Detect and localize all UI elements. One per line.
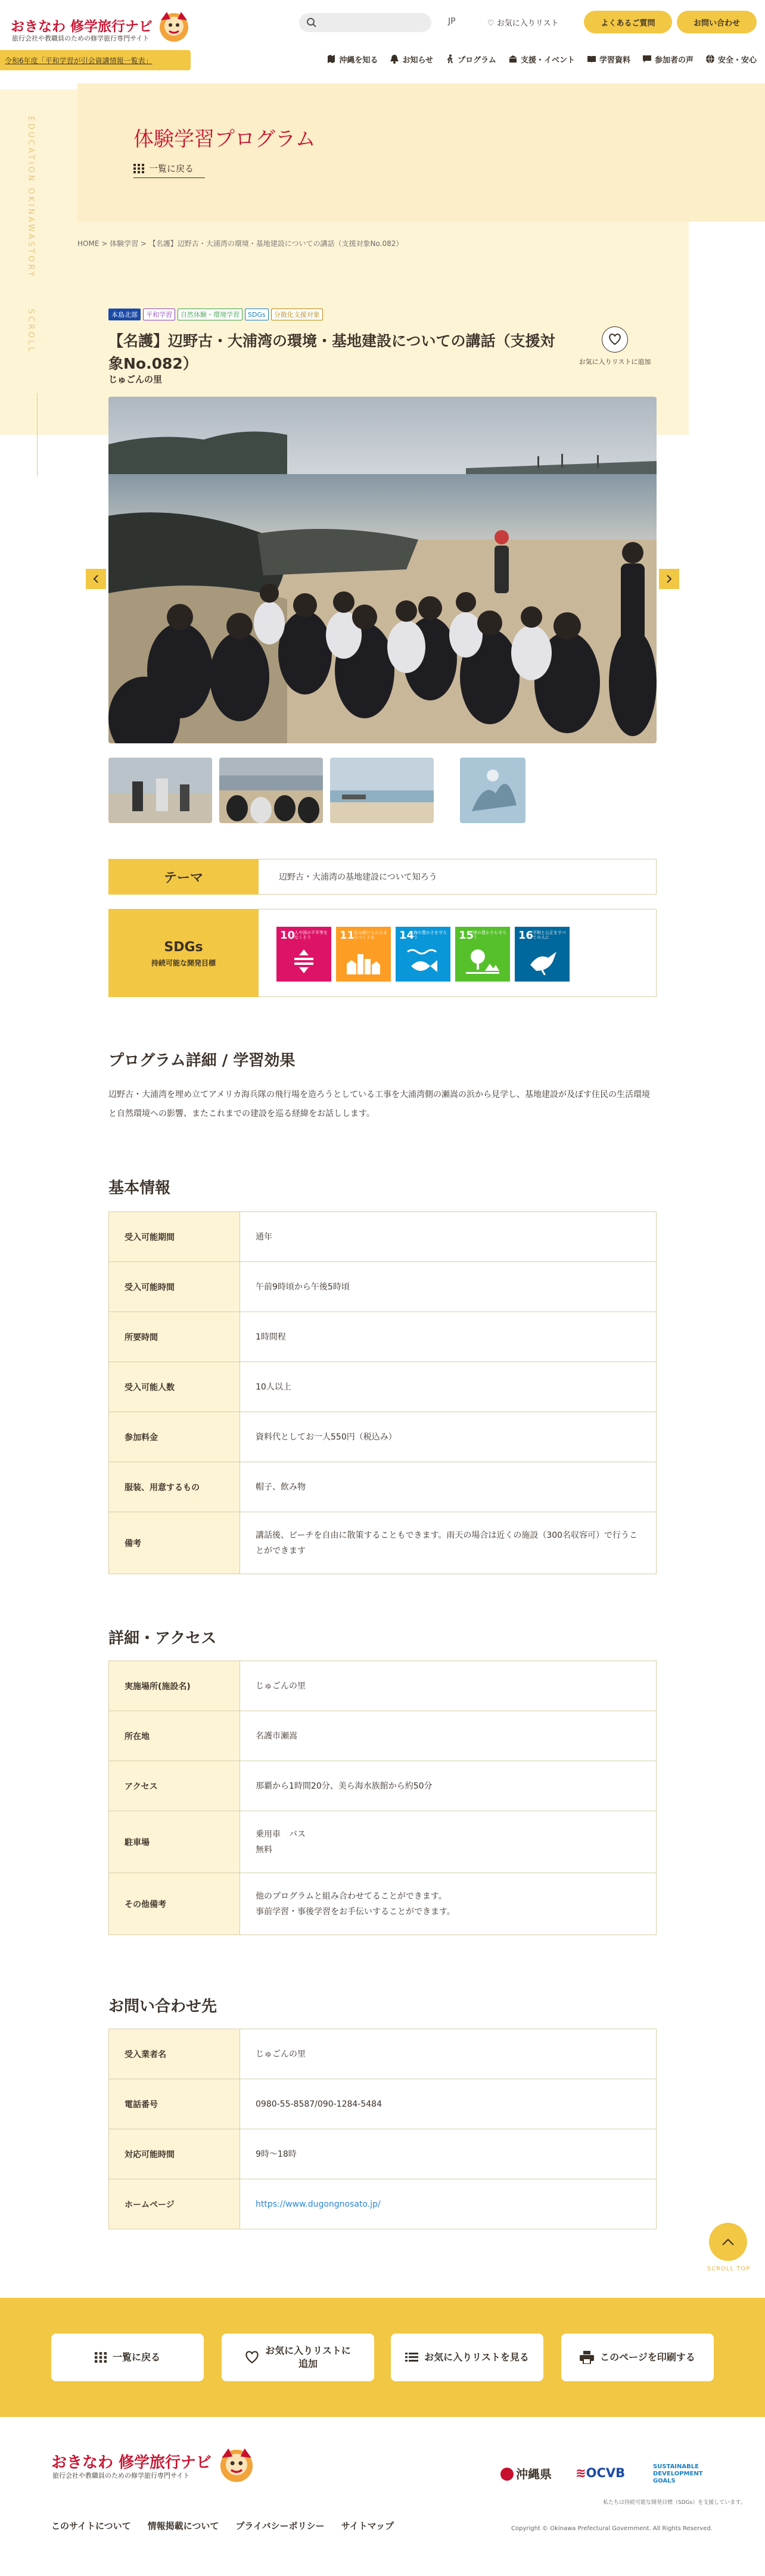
page-title: 体験学習プログラム	[133, 127, 316, 151]
nav-item-label: 沖縄を知る	[339, 55, 378, 65]
sdg-number: 15	[459, 929, 474, 942]
list-icon	[405, 2352, 418, 2363]
table-key: 服装、用意するもの	[109, 1462, 240, 1512]
sdg-goal-11	[336, 927, 391, 982]
table-value: 9時〜18時	[240, 2129, 657, 2179]
sdg-goal-16	[515, 927, 570, 982]
table-key: 参加料金	[109, 1412, 240, 1462]
chevron-right-icon	[666, 574, 673, 584]
table-value: 他のプログラムと組み合わせてることができます。 事前学習・事後学習をお手伝いすることができます。	[240, 1873, 657, 1935]
table-row	[109, 1362, 657, 1412]
ocvb-logo-text: OCVB	[586, 2466, 626, 2480]
table-row	[109, 1262, 657, 1312]
dove-icon	[524, 947, 560, 977]
tag-support: 分散化支援対象	[271, 309, 323, 320]
search-input[interactable]	[299, 13, 431, 32]
faq-button[interactable]: よくあるご質問	[584, 11, 672, 33]
equality-icon	[290, 947, 318, 976]
chat-icon	[642, 54, 652, 64]
table-row	[109, 2079, 657, 2129]
scroll-top-label: SCROLL TOP	[707, 2266, 751, 2272]
thumbnail-image	[330, 758, 434, 823]
table-value: じゅごんの里	[240, 2029, 657, 2079]
pref-logo-text: 沖縄県	[516, 2467, 552, 2481]
thumbnail-image	[460, 758, 525, 823]
homepage-link[interactable]: https://www.dugongnosato.jp/	[256, 2199, 381, 2209]
back-to-list-link[interactable]	[133, 162, 194, 176]
heart-icon	[608, 334, 621, 345]
footer-logo-subtitle: 旅行会社や教職員のための修学旅行専門サイト	[52, 2472, 190, 2480]
table-value: じゅごんの里	[240, 1661, 657, 1711]
inquiry-section-title: お問い合わせ先	[108, 1998, 217, 2016]
program-provider: じゅごんの里	[108, 374, 163, 385]
contact-button[interactable]: お問い合わせ	[677, 11, 757, 33]
ocvb-logo[interactable]: ≋OCVB	[576, 2466, 626, 2480]
sdg-goal-14	[396, 927, 450, 982]
nav-item-support-events[interactable]	[502, 50, 581, 68]
table-row	[109, 1711, 657, 1761]
sdg-number: 10	[280, 929, 296, 942]
okinawa-pref-logo[interactable]	[500, 2465, 552, 2482]
sdg-goal-10	[276, 927, 331, 982]
search-icon	[306, 17, 317, 28]
table-row	[109, 2029, 657, 2079]
table-key: 対応可能時間	[109, 2129, 240, 2179]
main-photo	[108, 397, 657, 743]
nav-item-label: 学習資料	[599, 55, 630, 65]
add-favorite-label[interactable]: お気に入りリストに追加	[579, 358, 651, 366]
table-key: 受入可能時間	[109, 1262, 240, 1312]
table-value: 10人以上	[240, 1362, 657, 1412]
favorites-link[interactable]: ♡ お気に入りリスト	[487, 19, 559, 28]
nav-item-know-okinawa[interactable]	[321, 50, 384, 68]
table-value: 講話後、ビーチを自由に散策することもできます。雨天の場合は近くの施設（300名収容可）で行うことができます	[240, 1512, 657, 1574]
button-label: お気に入りリストに 追加	[265, 2345, 351, 2369]
table-row	[109, 1661, 657, 1711]
nav-item-voices[interactable]	[636, 50, 699, 68]
sdg-number: 16	[518, 929, 534, 942]
footer-link-sitemap[interactable]: サイトマップ	[341, 2521, 394, 2531]
side-vertical-text	[25, 116, 36, 354]
table-value: 午前9時頃から午後5時頃	[240, 1262, 657, 1312]
table-row	[109, 1462, 657, 1512]
breadcrumb[interactable]: HOME > 体験学習 > 【名護】辺野古・大浦湾の環境・基地建設についての講話（支援対象No.082）	[77, 239, 403, 248]
sdg-goal-15	[455, 927, 510, 982]
table-row	[109, 2179, 657, 2229]
side-scroll-line	[37, 393, 38, 476]
side-vertical-text-2: SCROLL	[26, 309, 35, 354]
walk-icon	[445, 54, 455, 64]
sdg-text: 海の豊かさを守ろう	[413, 930, 447, 940]
tag-list	[108, 309, 323, 320]
add-favorite-button[interactable]	[602, 326, 628, 353]
nav-item-label: お知らせ	[402, 55, 434, 65]
footer-links	[51, 2519, 394, 2532]
footer-logo-title[interactable]: おきなわ 修学旅行ナビ	[51, 2454, 212, 2472]
thumbnail-4[interactable]	[460, 758, 525, 823]
tag-region: 本島北部	[108, 309, 141, 320]
add-favorite-footer-button[interactable]	[222, 2334, 374, 2381]
globe-icon	[705, 54, 715, 64]
scroll-top-button[interactable]	[709, 2223, 747, 2261]
table-value: 0980-55-8587/090-1284-5484	[240, 2079, 657, 2129]
tree-icon	[465, 947, 500, 977]
inquiry-table	[108, 2029, 657, 2229]
sdg-text: 人や国の不平等をなくそう	[294, 930, 328, 940]
table-key: アクセス	[109, 1761, 240, 1811]
sdg-text: 陸の豊かさも守ろう	[473, 930, 506, 940]
footer-link-about[interactable]: このサイトについて	[51, 2521, 131, 2531]
building-icon	[508, 54, 518, 64]
table-key: 電話番号	[109, 2079, 240, 2129]
table-row	[109, 1761, 657, 1811]
grid-icon	[133, 164, 144, 176]
grid-icon	[95, 2352, 107, 2363]
back-to-list-button[interactable]	[51, 2334, 204, 2381]
beach-photo-image	[108, 397, 657, 743]
next-slide-button[interactable]	[659, 569, 679, 589]
nav-item-label: 支援・イベント	[520, 55, 575, 65]
table-value: 通年	[240, 1212, 657, 1262]
table-key: 実施場所(施設名)	[109, 1661, 240, 1711]
table-key: 備考	[109, 1512, 240, 1574]
pref-emblem-icon	[500, 2468, 514, 2481]
table-value: 名護市瀬嵩	[240, 1711, 657, 1761]
prev-slide-button[interactable]	[86, 569, 106, 589]
table-value: 1時間程	[240, 1312, 657, 1362]
nav-item-label: 参加者の声	[654, 55, 694, 65]
nav-item-label: プログラム	[458, 55, 496, 65]
basic-info-table	[108, 1211, 657, 1574]
language-switch[interactable]: JP	[448, 17, 456, 26]
sdgs-support-note: 私たちは持続可能な開発目標（SDGs）を支援しています。	[603, 2500, 746, 2506]
thumbnail-3[interactable]	[330, 758, 434, 823]
detail-text: 辺野古・大浦湾を埋め立てアメリカ海兵隊の飛行場を造ろうとしている工事を大浦湾側の瀬嵩の浜から見学し、基地建設が及ぼす住民の生活環境と自然環境への影響、またこれまでの建設を巡る経緯をお話しします。	[108, 1090, 651, 1119]
detail-section-title: プログラム詳細 / 学習効果	[108, 1052, 296, 1070]
mascot-logo-icon	[156, 8, 192, 45]
site-logo-title[interactable]: おきなわ 修学旅行ナビ	[11, 19, 153, 35]
side-vertical-text-1: EDUCATION OKINAWASTORY	[26, 116, 35, 279]
nav-item-label: 安全・安心	[717, 55, 757, 65]
table-key: 受入可能人数	[109, 1362, 240, 1412]
bell-icon	[390, 54, 399, 64]
book-icon	[587, 54, 596, 64]
tag-sdgs: SDGs	[245, 309, 269, 320]
footer-link-listing[interactable]: 情報掲載について	[147, 2521, 219, 2531]
print-page-button[interactable]	[561, 2334, 714, 2381]
chevron-left-icon	[92, 574, 99, 584]
global-nav	[226, 50, 763, 68]
sdgs-subtitle: 持続可能な開発目標	[151, 959, 216, 967]
table-value	[240, 2179, 657, 2229]
map-icon	[326, 54, 336, 64]
table-key: 所要時間	[109, 1312, 240, 1362]
button-label: お気に入りリストを見る	[424, 2351, 529, 2363]
table-key: ホームページ	[109, 2179, 240, 2229]
table-key: 受入可能期間	[109, 1212, 240, 1262]
sdg-text: 住み続けられるまちづくりを	[354, 930, 387, 940]
city-icon	[346, 948, 381, 976]
footer-link-privacy[interactable]: プライバシーポリシー	[235, 2521, 325, 2531]
side-panel	[0, 89, 77, 435]
heart-icon	[245, 2351, 259, 2364]
nav-item-materials[interactable]	[581, 50, 636, 68]
favorites-link-label: お気に入りリスト	[496, 19, 559, 28]
table-row	[109, 1312, 657, 1362]
sdg-number: 14	[399, 929, 415, 942]
thumbnail-image	[108, 758, 212, 823]
table-row	[109, 1212, 657, 1262]
thumbnail-2[interactable]	[219, 758, 323, 823]
sdgs-logo: SUSTAINABLE DEVELOPMENT GOALS	[653, 2463, 703, 2484]
sdgs-title: SDGs	[164, 940, 203, 955]
chevron-up-icon	[722, 2238, 735, 2246]
basic-info-title: 基本情報	[108, 1179, 171, 1197]
hero-banner	[77, 83, 765, 222]
nav-item-news[interactable]	[384, 50, 439, 68]
table-value: 那覇から1時間20分、美ら海水族館から約50分	[240, 1761, 657, 1811]
view-favorites-button[interactable]	[391, 2334, 543, 2381]
tag-peace: 平和学習	[143, 309, 175, 320]
thumbnail-1[interactable]	[108, 758, 212, 823]
nav-item-safety[interactable]	[699, 50, 763, 68]
thumbnail-image	[219, 758, 323, 823]
mascot-logo-icon	[216, 2444, 257, 2486]
table-key: 駐車場	[109, 1811, 240, 1873]
table-key: 受入業者名	[109, 2029, 240, 2079]
table-key: その他備考	[109, 1873, 240, 1935]
table-row	[109, 2129, 657, 2179]
back-to-list-label: 一覧に戻る	[149, 163, 194, 174]
table-value: 乗用車 バス 無料	[240, 1811, 657, 1873]
button-label: 一覧に戻る	[112, 2351, 160, 2363]
table-row	[109, 1412, 657, 1462]
button-label: このページを印刷する	[600, 2351, 695, 2363]
program-title: 【名護】辺野古・大浦湾の環境・基地建設についての講話（支援対象No.082）	[108, 332, 555, 372]
table-row	[109, 1873, 657, 1935]
access-section-title: 詳細・アクセス	[108, 1630, 217, 1647]
tag-nature: 自然体験・環境学習	[178, 309, 242, 320]
fish-icon	[405, 948, 441, 976]
table-value: 帽子、飲み物	[240, 1462, 657, 1512]
table-row	[109, 1811, 657, 1873]
access-table	[108, 1661, 657, 1935]
nav-item-program[interactable]	[439, 50, 502, 68]
printer-icon	[580, 2351, 594, 2364]
copyright: Copyright © Okinawa Prefectural Government. All Rights Reserved.	[511, 2525, 713, 2532]
site-logo-subtitle: 旅行会社や教職員のための修学旅行専門サイト	[12, 35, 150, 42]
table-key: 所在地	[109, 1711, 240, 1761]
sdg-number: 11	[340, 929, 355, 942]
theme-label: テーマ	[108, 859, 259, 895]
theme-text: 辺野古・大浦湾の基地建設について知ろう	[279, 873, 437, 882]
table-value: 資料代としてお一人550円（税込み）	[240, 1412, 657, 1462]
notice-link[interactable]: 令和6年度「平和学習が引会資講情報一覧表」	[5, 57, 153, 65]
sdg-text: 平和と公正をすべての人に	[533, 930, 566, 940]
table-row	[109, 1512, 657, 1574]
divider	[133, 177, 205, 178]
